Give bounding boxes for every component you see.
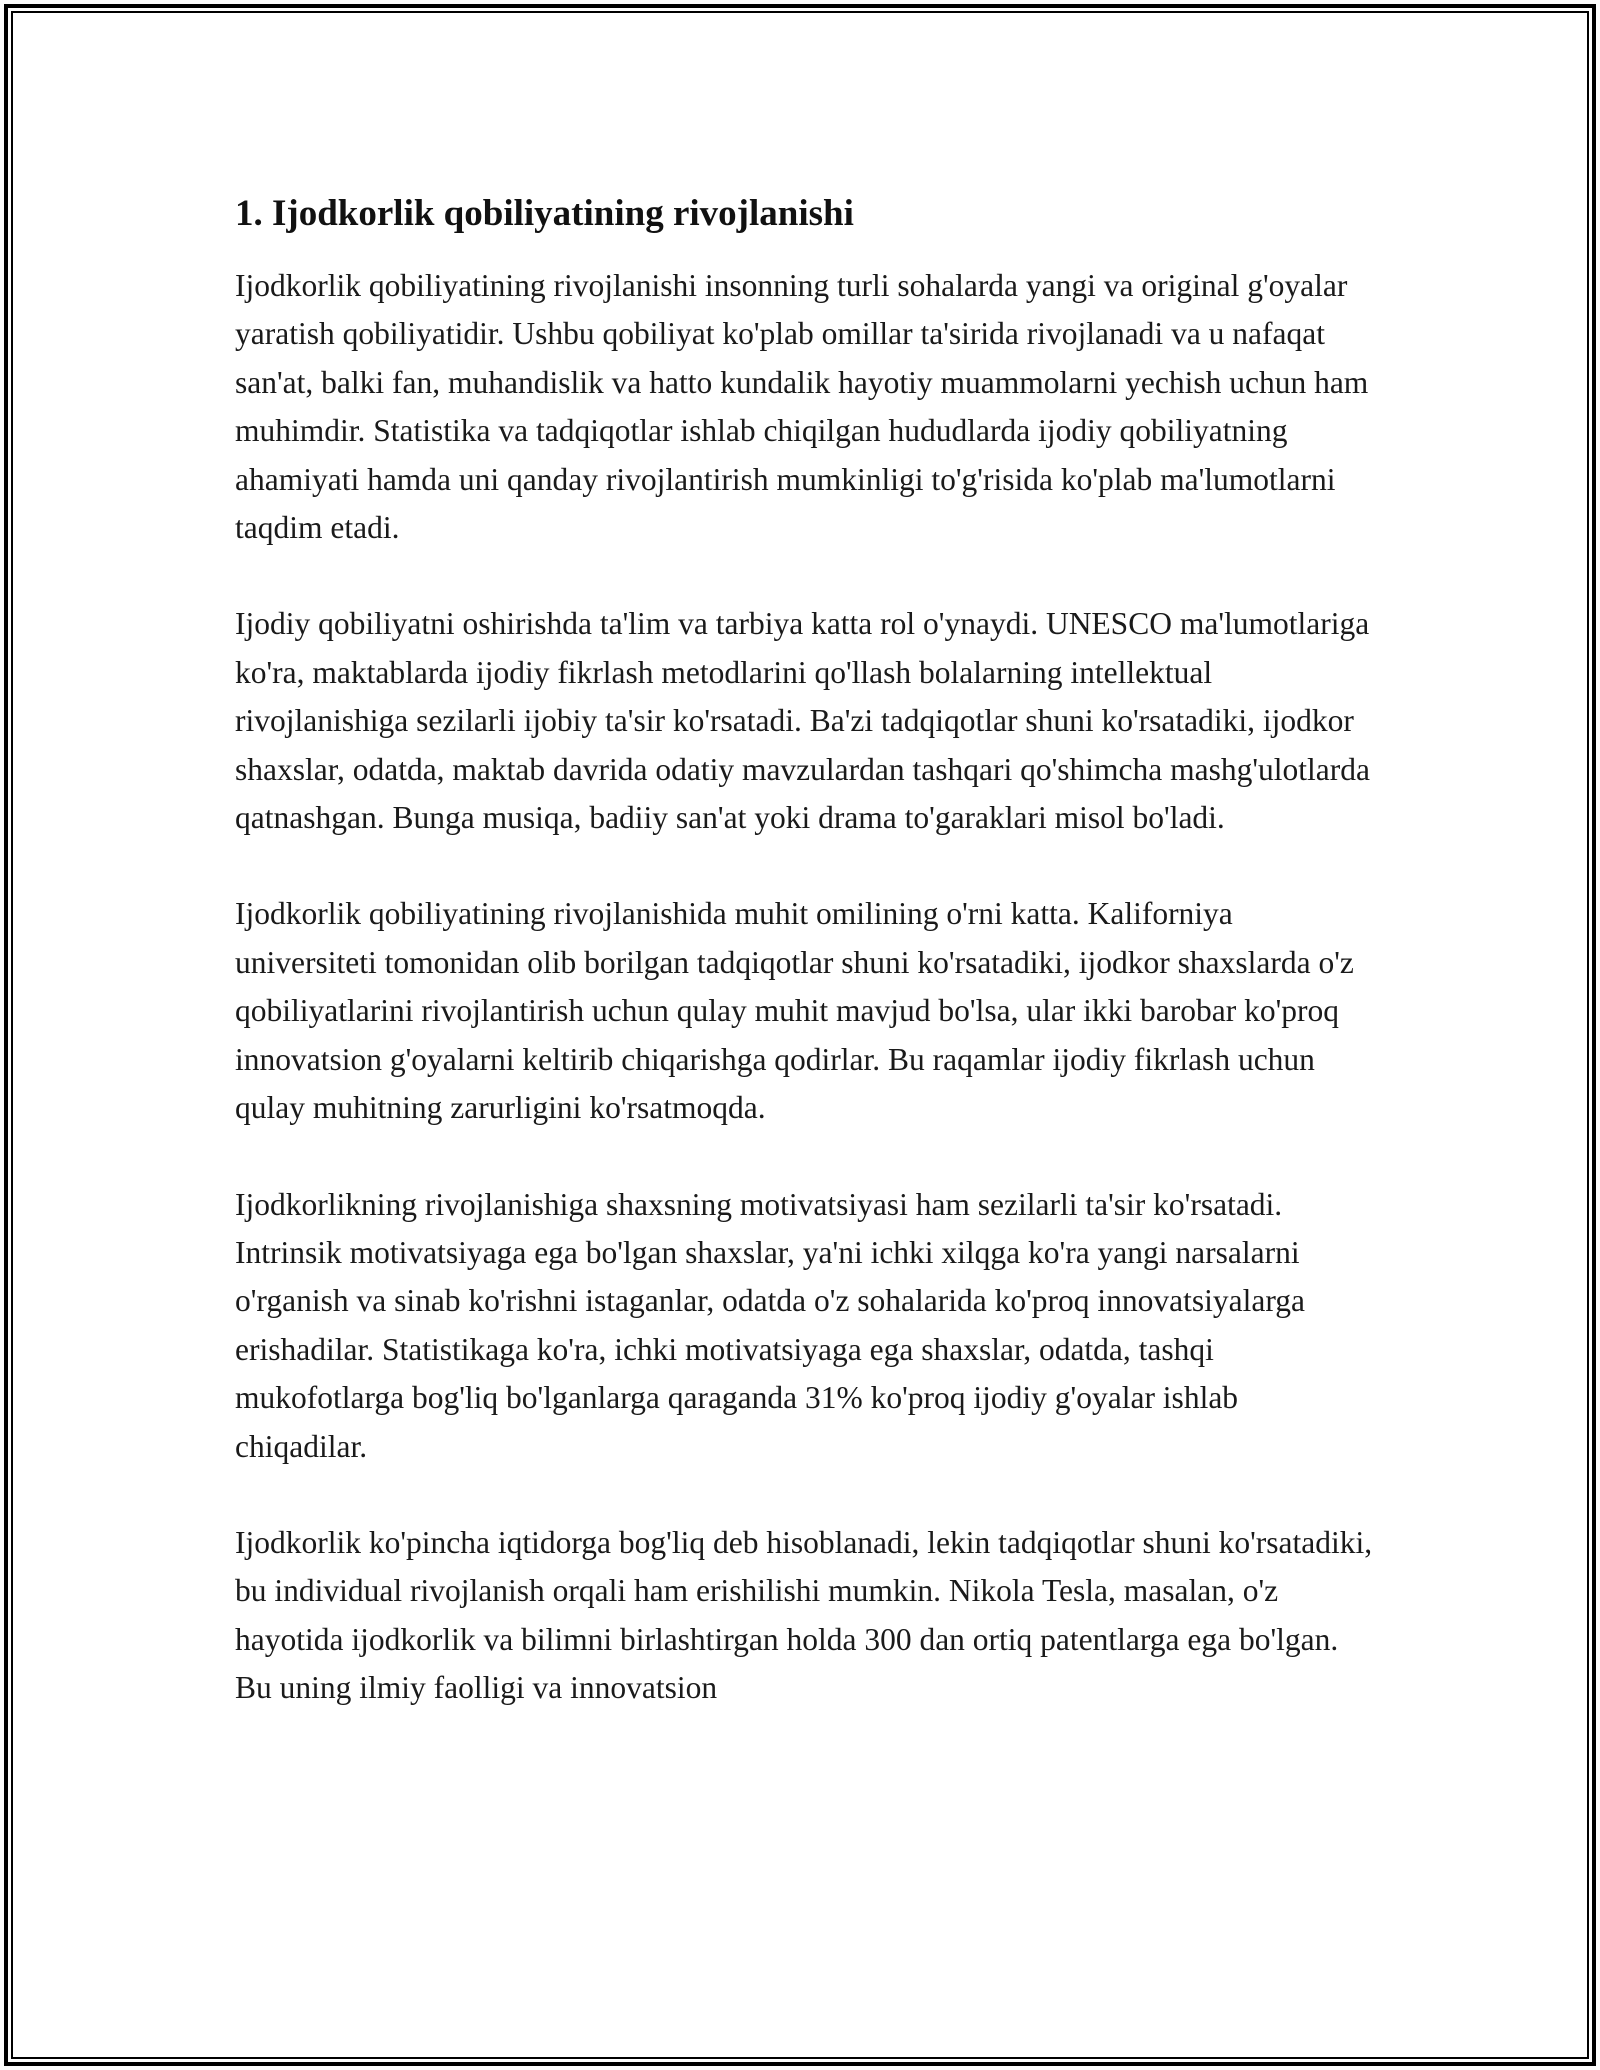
paragraph-3: Ijodkorlik qobiliyatining rivojlanishida muhit omilining o'rni katta. Kaliforniya universiteti tomonidan olib borilgan tadqiqotlar shuni ko'rsatadiki, ijodkor shaxslarda o'z qobiliyatlarini rivojlantirish uchun qulay muhit mavjud bo'lsa, ular ikki barobar ko'proq innovatsion g'oyalarni keltirib chiqarishga qodirlar. Bu raqamlar ijodiy fikrlash uchun qulay muhitning zarurligini ko'rsatmoqda. — [235, 896, 1354, 1126]
section-heading: 1. Ijodkorlik qobiliyatining rivojlanishi — [235, 193, 854, 234]
paragraph-1: Ijodkorlik qobiliyatining rivojlanishi insonning turli sohalarda yangi va original g'oyalar yaratish qobiliyatidir. Ushbu qobiliyat ko'plab omillar ta'sirida rivojlanadi va u nafaqat san'at, balki fan, muhandislik va hatto kundalik hayotiy muammolarni yechish uchun ham muhimdir. Statistika va tadqiqotlar ishlab chiqilgan hududlarda ijodiy qobiliyatning ahamiyati hamda uni qanday rivojlantirish mumkinligi to'g'risida ko'plab ma'lumotlarni taqdim etadi. — [235, 268, 1369, 546]
paragraph-2: Ijodiy qobiliyatni oshirishda ta'lim va tarbiya katta rol o'ynaydi. UNESCO ma'lumotlariga ko'ra, maktablarda ijodiy fikrlash metodlarini qo'llash bolalarning intellektual rivojlanishiga sezilarli ijobiy ta'sir ko'rsatadi. Ba'zi tadqiqotlar shuni ko'rsatadiki, ijodkor shaxslar, odatda, maktab davrida odatiy mavzulardan tashqari qo'shimcha mashg'ulotlarda qatnashgan. Bunga musiqa, badiiy san'at yoki drama to'garaklari misol bo'ladi. — [235, 606, 1370, 836]
document-body — [235, 188, 1375, 1761]
paragraph-5: Ijodkorlik ko'pincha iqtidorga bog'liq deb hisoblanadi, lekin tadqiqotlar shuni ko'rsatadiki, bu individual rivojlanish orqali ham erishilishi mumkin. Nikola Tesla, masalan, o'z hayotida ijodkorlik va bilimni birlashtirgan holda 300 dan ortiq patentlarga ega bo'lgan. Bu uning ilmiy faolligi va innovatsion — [235, 1524, 1373, 1706]
paragraph-4: Ijodkorlikning rivojlanishiga shaxsning motivatsiyasi ham sezilarli ta'sir ko'rsatadi. Intrinsik motivatsiyaga ega bo'lgan shaxslar, ya'ni ichki xilqga ko'ra yangi narsalarni o'rganish va sinab ko'rishni istaganlar, odatda o'z sohalarida ko'proq innovatsiyalarga erishadilar. Statistikaga ko'ra, ichki motivatsiyaga ega shaxslar, odatda, tashqi mukofotlarga bog'liq bo'lganlarga qaraganda 31% ko'proq ijodiy g'oyalar ishlab chiqadilar. — [235, 1186, 1306, 1464]
